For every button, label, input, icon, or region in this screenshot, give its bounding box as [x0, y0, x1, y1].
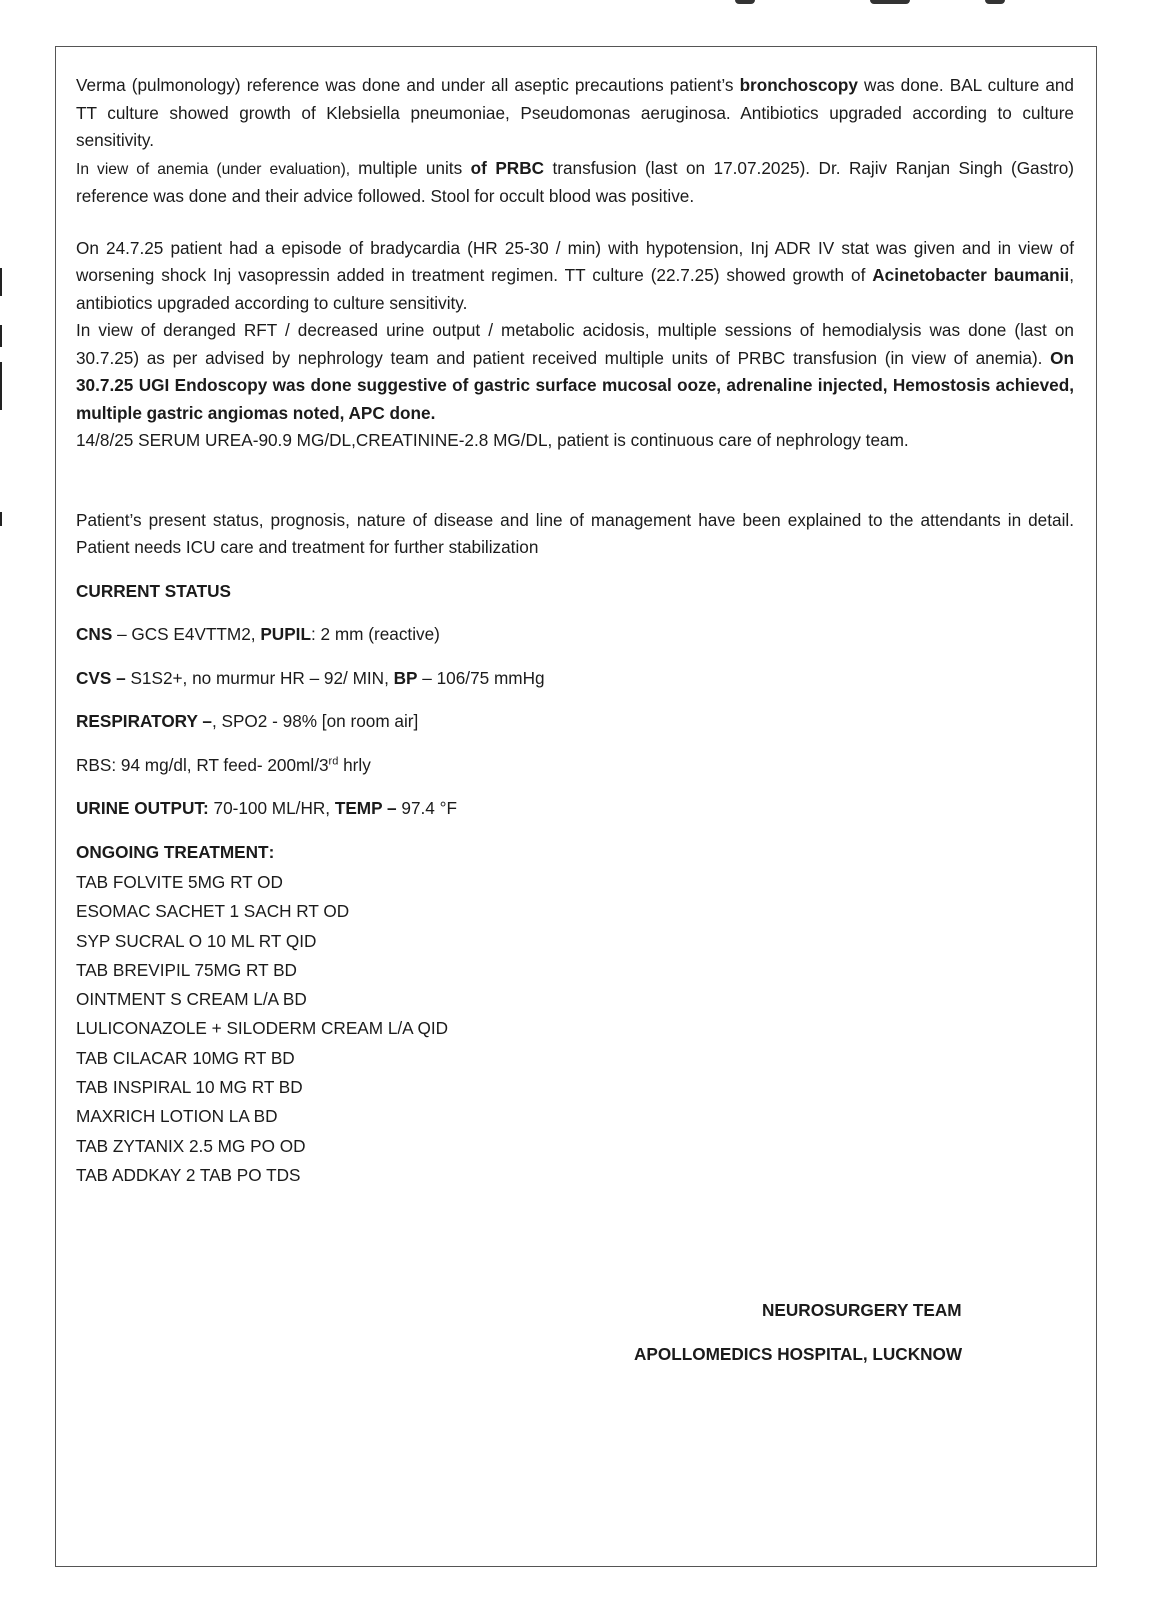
value: 97.4 °F — [396, 798, 457, 818]
status-cns — [76, 621, 1074, 649]
treatment-item: LULICONAZOLE + SILODERM CREAM L/A QID — [76, 1018, 449, 1039]
value: : 2 mm (reactive) — [310, 624, 440, 644]
treatment-item: MAXRICH LOTION LA BD — [76, 1106, 278, 1127]
status-rbs — [76, 752, 1074, 780]
text: multiple units — [358, 157, 471, 178]
value: 70-100 ML/HR, — [208, 798, 335, 818]
paragraph-anemia — [76, 155, 1074, 211]
treatment-item: TAB ZYTANIX 2.5 MG PO OD — [76, 1135, 306, 1156]
bold-text: bronchoscopy — [739, 75, 858, 95]
value: , SPO2 - 98% [on room air] — [211, 711, 419, 731]
value: RBS: 94 mg/dl, RT feed- 200ml/3 — [76, 754, 329, 775]
text: transfusion (last on 17.07.2025). Dr. Rajiv Ranjan Singh (Gastro) reference was done and their advice followed. Stool for occult blood was positive. — [76, 157, 1074, 206]
bold-text: Acinetobacter baumanii — [872, 265, 1070, 285]
label: ONGOING TREATMENT — [76, 841, 269, 862]
value: hrly — [338, 754, 371, 775]
paragraph-prognosis: Patient’s present status, prognosis, nature of disease and line of management have been explained to the attendants in detail. Patient needs ICU care and treatment for further stabilization — [76, 509, 1074, 557]
label: TEMP – — [334, 798, 397, 818]
status-respiratory — [76, 708, 1074, 736]
paragraph-bradycardia — [76, 235, 1074, 318]
colon: : — [268, 841, 275, 862]
treatment-item: TAB BREVIPIL 75MG RT BD — [76, 959, 297, 980]
treatment-item: ESOMAC SACHET 1 SACH RT OD — [76, 901, 350, 922]
bold-text: On 30.7.25 UGI Endoscopy was done suggestive of gastric surface mucosal ooze, adrenaline injected, Hemostosis achieved, multiple gastric angiomas noted, APC done. — [76, 347, 1074, 423]
treatment-item: TAB FOLVITE 5MG RT OD — [76, 872, 283, 892]
label: RESPIRATORY – — [76, 711, 212, 731]
ongoing-treatment-heading — [76, 839, 1074, 867]
treatment-list — [76, 868, 1074, 1190]
signature-hospital: APOLLOMEDICS HOSPITAL, LUCKNOW — [634, 1344, 963, 1364]
value: S1S2+, no murmur HR – 92/ MIN, — [125, 667, 394, 688]
text: was done. BAL culture and TT culture showed growth of Klebsiella pneumoniae, Pseudomonas aeruginosa. Antibiotics upgraded according to culture sensitivity. — [76, 75, 1074, 150]
label: CVS – — [76, 667, 126, 688]
label: CNS — [76, 624, 113, 644]
text: In view of anemia (under evaluation), — [76, 160, 359, 178]
paragraph-urea: 14/8/25 SERUM UREA-90.9 MG/DL,CREATININE-2.8 MG/DL, patient is continuous care of nephrology team. — [76, 430, 909, 450]
treatment-item: TAB CILACAR 10MG RT BD — [76, 1047, 295, 1068]
paragraph-hemodialysis — [76, 317, 1074, 427]
text: Verma (pulmonology) reference was done and under all aseptic precautions patient’s — [76, 75, 740, 95]
text: On 24.7.25 patient had a episode of bradycardia (HR 25-30 / min) with hypotension, Inj ADR IV stat was given and in view of worsening shock Inj vasopressin added in treatment regimen. TT culture (22.7.25) showed growth of — [76, 237, 1074, 285]
status-cvs — [76, 665, 1074, 693]
label: PUPIL — [260, 624, 311, 644]
value: – GCS E4VTTM2, — [112, 624, 261, 644]
value: – 106/75 mmHg — [417, 667, 545, 688]
label: BP — [393, 667, 418, 688]
text: , antibiotics upgraded according to culture sensitivity. — [76, 265, 1074, 313]
current-status-heading: CURRENT STATUS — [76, 580, 231, 601]
superscript: rd — [328, 754, 339, 767]
bold-text: of PRBC — [470, 157, 545, 178]
treatment-item: TAB INSPIRAL 10 MG RT BD — [76, 1077, 303, 1098]
treatment-item: TAB ADDKAY 2 TAB PO TDS — [76, 1164, 301, 1185]
text: In view of deranged RFT / decreased urine output / metabolic acidosis, multiple sessions of hemodialysis was done (last on 30.7.25) as per advised by nephrology team and patient received multiple units of PRBC transfusion (in view of anemia). — [76, 320, 1074, 368]
treatment-item: SYP SUCRAL O 10 ML RT QID — [76, 930, 317, 951]
status-urine-temp — [76, 795, 1074, 823]
document-body — [76, 72, 1074, 1190]
paragraph-bronchoscopy — [76, 72, 1074, 155]
signature-team: NEUROSURGERY TEAM — [762, 1300, 962, 1320]
label: URINE OUTPUT: — [76, 798, 209, 818]
treatment-item: OINTMENT S CREAM L/A BD — [76, 989, 307, 1010]
scan-top-edge — [0, 0, 1161, 10]
